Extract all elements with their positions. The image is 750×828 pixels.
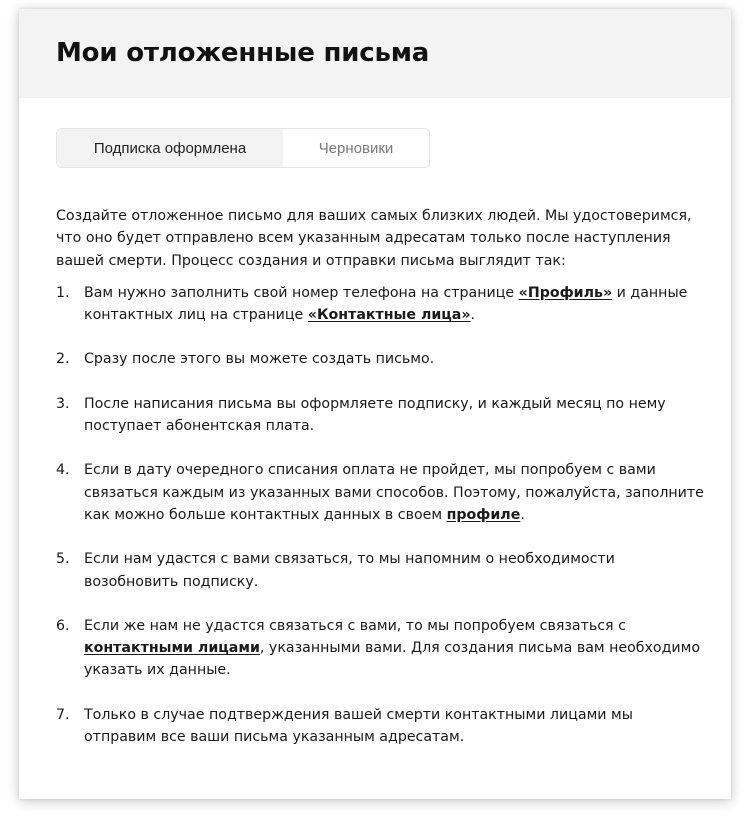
instructions-content — [56, 205, 706, 770]
list-item — [56, 615, 706, 682]
contact-persons-link[interactable]: контактными лицами — [84, 640, 260, 657]
tab-subscription-active[interactable]: Подписка оформлена — [57, 129, 283, 167]
steps-list — [56, 282, 706, 748]
step-text-part: Если же нам не удастся связаться с вами, то мы попробуем связаться с — [84, 617, 626, 634]
step-number: 4. — [56, 462, 70, 479]
card-header — [19, 9, 731, 98]
tab-switcher — [56, 128, 430, 168]
list-item — [56, 282, 706, 327]
step-text: Сразу после этого вы можете создать письмо. — [84, 351, 435, 368]
step-text-part: . — [520, 506, 525, 523]
step-text: Если нам удастся с вами связаться, то мы напомним о необходимости возобновить подписку. — [84, 551, 615, 590]
intro-paragraph: Создайте отложенное письмо для ваших самых близких людей. Мы удостоверимся, что оно будет отправлено всем указанным адресатам только после наступления вашей смерти. Процесс создания и отправки письма выглядит так: — [56, 208, 692, 269]
profile-inline-link[interactable]: профиле — [446, 506, 521, 523]
list-item — [56, 348, 706, 370]
step-text-part: Вам нужно заполнить свой номер телефона на странице — [84, 284, 519, 301]
step-text-part: и данные контактных лиц на странице — [84, 284, 688, 324]
step-text: После написания письма вы оформляете подписку, и каждый месяц по нему поступает абонентская плата. — [84, 395, 666, 435]
step-text — [84, 615, 706, 682]
list-item — [56, 393, 706, 438]
page-title: Мои отложенные письма — [56, 38, 430, 68]
step-text-part: , указанными вами. Для создания письма вам необходимо указать их данные. — [84, 640, 701, 679]
profile-link[interactable]: «Профиль» — [518, 284, 613, 301]
list-item — [56, 704, 706, 749]
step-number: 3. — [56, 395, 70, 412]
list-item — [56, 459, 706, 526]
step-number: 6. — [56, 617, 70, 634]
step-number: 7. — [56, 706, 70, 723]
step-text-part: . — [470, 307, 476, 324]
step-text — [84, 282, 706, 327]
step-text: Только в случае подтверждения вашей смерти контактными лицами мы отправим все ваши письма указанным адресатам. — [84, 706, 633, 746]
step-number: 2. — [56, 351, 70, 368]
step-number: 1. — [56, 284, 70, 301]
deferred-letters-card — [19, 9, 731, 799]
tab-drafts[interactable]: Черновики — [283, 129, 429, 167]
contacts-link[interactable]: «Контактные лица» — [307, 307, 471, 324]
list-item — [56, 548, 706, 593]
step-text — [84, 459, 706, 526]
step-text-part: Если в дату очередного списания оплата не пройдет, мы попробуем с вами связаться каждым из указанных вами способов. Поэтому, пожалуйста, заполните как можно больше контактных данных в своем — [84, 462, 704, 523]
step-number: 5. — [56, 551, 70, 568]
